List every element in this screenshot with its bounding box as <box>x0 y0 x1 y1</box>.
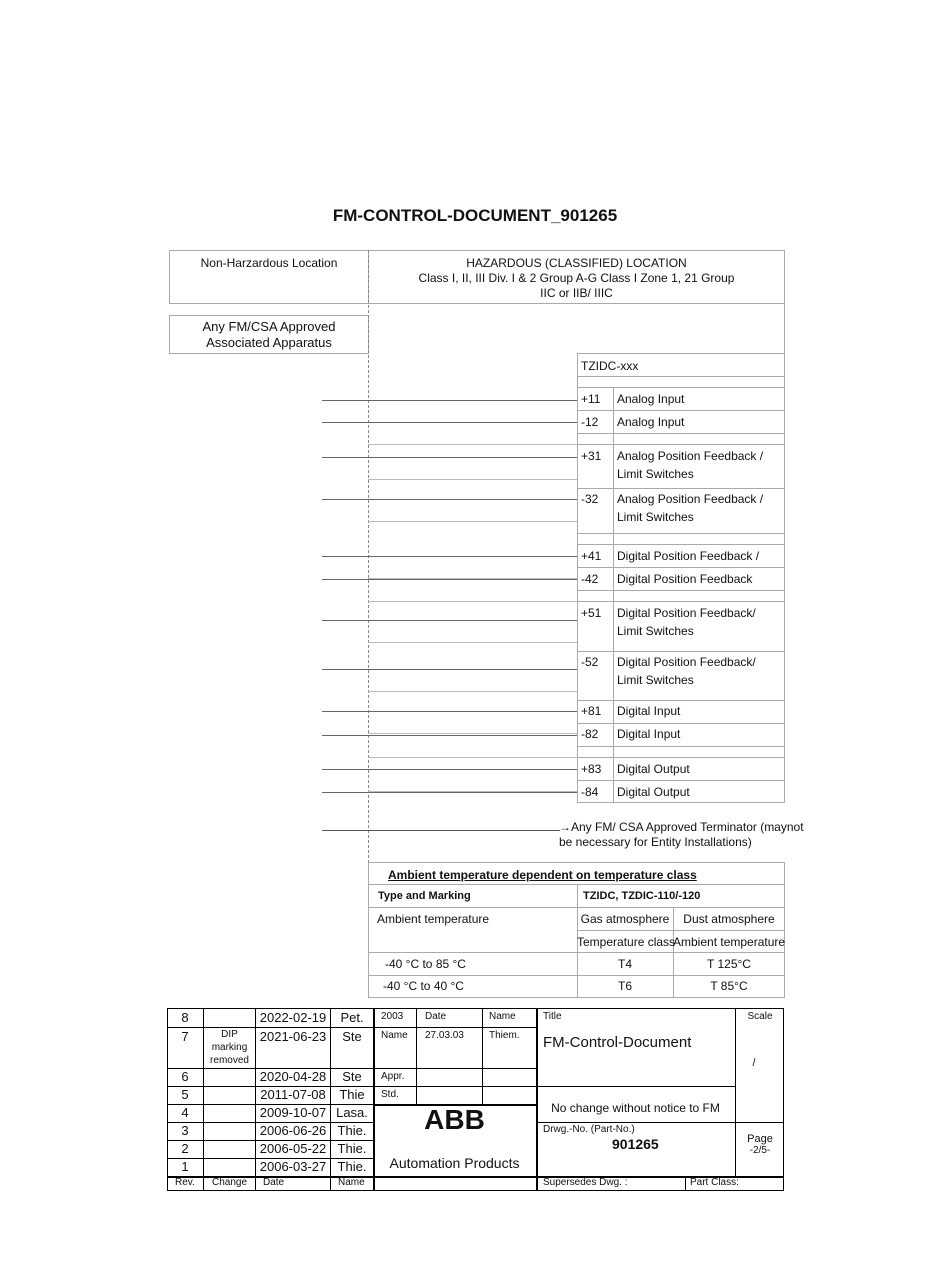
revision-name: Thie. <box>337 1159 367 1174</box>
part-class-label: Part Class: <box>690 1177 739 1188</box>
name-label: Name <box>489 1011 516 1022</box>
wire <box>322 669 577 670</box>
terminal-desc: Limit Switches <box>617 467 694 481</box>
ambient-temp-header: Ambient temperature <box>673 935 786 949</box>
terminal-num: -42 <box>581 572 599 586</box>
name-row-date: 27.03.03 <box>425 1030 464 1041</box>
terminal-row-divider <box>577 780 785 781</box>
gas-atmosphere: Gas atmosphere <box>580 912 670 926</box>
terminal-row-divider <box>577 757 785 758</box>
non-hazardous-label: Non-Harzardous Location <box>200 256 338 270</box>
ambient-col1-header: Type and Marking <box>378 890 471 902</box>
revision-name: Ste <box>342 1029 362 1044</box>
terminator-note-text: Any FM/ CSA Approved Terminator (maynot <box>571 820 804 834</box>
tb-line <box>536 1122 784 1123</box>
ambient-heading: Ambient temperature dependent on temperature class <box>388 868 697 882</box>
terminal-row-divider <box>577 567 785 568</box>
ambient-tclass: T4 <box>617 957 632 971</box>
company-name: Automation Products <box>389 1155 520 1171</box>
date-header: Date <box>263 1177 285 1188</box>
wire-hazardous-segment <box>368 479 577 480</box>
page-label: Page <box>747 1133 773 1145</box>
abb-logo: ABB <box>424 1104 485 1135</box>
revision-name: Thie. <box>337 1141 367 1156</box>
revision-name: Thie. <box>337 1123 367 1138</box>
temperature-class-header: Temperature class <box>577 935 676 949</box>
revision-number: 8 <box>181 1010 189 1025</box>
scale-value: / <box>752 1057 756 1069</box>
wire <box>322 556 577 557</box>
terminal-desc: Digital Output <box>617 762 690 776</box>
device-divider <box>577 376 785 377</box>
terminal-row-divider <box>577 533 785 534</box>
terminal-row-divider <box>577 387 785 388</box>
tb-line <box>536 1008 538 1191</box>
tb-line <box>416 1008 417 1104</box>
terminal-num: +51 <box>581 606 602 620</box>
wire-hazardous-segment <box>368 691 577 692</box>
tb-line <box>482 1008 483 1104</box>
ambient-range: -40 °C to 40 °C <box>383 979 464 993</box>
terminal-num: +83 <box>581 762 602 776</box>
wire <box>322 400 577 401</box>
notice: No change without notice to FM <box>551 1101 720 1115</box>
terminal-desc: Digital Input <box>617 727 681 741</box>
change-note: marking <box>211 1042 248 1053</box>
terminal-row-divider <box>577 700 785 701</box>
arrow-icon: → <box>559 820 571 834</box>
document-title: FM-CONTROL-DOCUMENT_901265 <box>332 206 618 225</box>
wire-hazardous-segment <box>368 642 577 643</box>
terminal-num: -52 <box>581 655 599 669</box>
terminal-num: +81 <box>581 704 602 718</box>
terminal-num: -32 <box>581 492 599 506</box>
terminal-desc: Digital Position Feedback/ <box>617 655 756 669</box>
hazardous-area-right-edge <box>784 304 785 354</box>
name-row-name: Thiem. <box>489 1030 520 1041</box>
wire <box>322 711 577 712</box>
hazardous-line3: IIC or IIB/ IIIC <box>540 286 613 300</box>
wire-hazardous-segment <box>368 521 577 522</box>
terminal-num: +31 <box>581 449 602 463</box>
revision-number: 3 <box>181 1123 189 1138</box>
revision-name: Ste <box>342 1069 362 1084</box>
revision-number: 6 <box>181 1069 189 1084</box>
hazardous-line2: Class I, II, III Div. I & 2 Group A-G Class I Zone 1, 21 Group <box>418 271 735 285</box>
terminal-row-divider <box>577 601 785 602</box>
tb-line <box>373 1068 536 1069</box>
revision-number: 1 <box>181 1159 189 1174</box>
dust-atmosphere: Dust atmosphere <box>683 912 775 926</box>
tb-line <box>373 1027 536 1028</box>
ambient-range: -40 °C to 85 °C <box>385 957 466 971</box>
terminal-row-divider <box>577 723 785 724</box>
terminal-num: +11 <box>581 392 601 406</box>
terminal-row-divider <box>577 544 785 545</box>
ambient-dust: T 125°C <box>707 957 751 971</box>
revision-number: 4 <box>181 1105 189 1120</box>
terminal-row-divider <box>577 488 785 489</box>
terminal-num: +41 <box>581 549 602 563</box>
revision-date: 2020-04-28 <box>259 1069 327 1084</box>
revision-number: 5 <box>181 1087 189 1102</box>
terminal-desc: Digital Position Feedback/ <box>617 606 756 620</box>
terminal-desc: Limit Switches <box>617 624 694 638</box>
wire <box>322 499 577 500</box>
ambient-divider <box>368 952 785 953</box>
wire <box>322 457 577 458</box>
terminal-desc: Analog Position Feedback / <box>617 449 764 463</box>
apparatus-line2: Associated Apparatus <box>206 335 332 350</box>
revision-date: 2006-05-22 <box>259 1141 327 1156</box>
terminal-desc: Limit Switches <box>617 673 694 687</box>
drwg-label: Drwg.-No. (Part-No.) <box>543 1124 635 1135</box>
scale-label: Scale <box>747 1011 773 1022</box>
terminator-note-line2: be necessary for Entity Installations) <box>559 835 752 849</box>
hazardous-line1: HAZARDOUS (CLASSIFIED) LOCATION <box>466 256 687 270</box>
terminal-num: -12 <box>581 415 599 429</box>
ambient-col2-header: TZIDC, TZDIC-110/-120 <box>583 890 701 902</box>
revision-date: 2011-07-08 <box>260 1087 326 1102</box>
terminal-num: -82 <box>581 727 599 741</box>
terminator-note-line1 <box>559 820 804 834</box>
name-row-label: Name <box>381 1030 408 1041</box>
ambient-dust: T 85°C <box>710 979 748 993</box>
terminal-row-divider <box>577 590 785 591</box>
wire-hazardous-segment <box>368 601 577 602</box>
apparatus-line1: Any FM/CSA Approved <box>202 319 336 334</box>
terminal-row-divider <box>577 651 785 652</box>
ambient-divider <box>577 930 785 931</box>
terminal-desc: Digital Input <box>617 704 681 718</box>
wire-hazardous-segment <box>368 444 577 445</box>
drawing-title: FM-Control-Document <box>543 1034 692 1051</box>
wire-hazardous-segment <box>368 757 577 758</box>
wire-hazardous-segment <box>368 733 577 734</box>
terminal-row-divider <box>577 410 785 411</box>
revision-date: 2022-02-19 <box>259 1010 327 1025</box>
terminal-desc: Analog Input <box>617 392 685 406</box>
tb-line <box>373 1086 536 1087</box>
revision-name: Thie <box>339 1087 365 1102</box>
revision-date: 2021-06-23 <box>259 1029 327 1044</box>
terminal-desc: Digital Position Feedback / <box>617 549 760 563</box>
supersedes-label: Supersedes Dwg. : <box>543 1177 628 1188</box>
year: 2003 <box>381 1011 404 1022</box>
ambient-tclass: T6 <box>617 979 632 993</box>
terminator-wire <box>322 830 560 831</box>
wire <box>322 620 577 621</box>
terminal-number-divider <box>613 387 614 803</box>
terminal-desc: Analog Position Feedback / <box>617 492 764 506</box>
terminal-desc: Digital Position Feedback <box>617 572 753 586</box>
revision-date: 2006-06-26 <box>259 1123 327 1138</box>
revision-date: 2009-10-07 <box>259 1105 327 1120</box>
rev-header: Rev. <box>175 1177 195 1188</box>
terminal-desc: Limit Switches <box>617 510 694 524</box>
page-value: -2/5- <box>749 1145 771 1156</box>
tb-line <box>536 1086 735 1087</box>
terminal-num: -84 <box>581 785 599 799</box>
terminal-row-divider <box>577 433 785 434</box>
revision-name: Lasa. <box>336 1105 368 1120</box>
wire <box>322 769 577 770</box>
terminal-row-divider <box>577 444 785 445</box>
name-header: Name <box>338 1177 365 1188</box>
tb-line <box>167 1027 373 1028</box>
revision-name: Pet. <box>340 1010 364 1025</box>
wire <box>322 422 577 423</box>
drwg-number: 901265 <box>612 1136 659 1152</box>
tb-line <box>685 1176 686 1191</box>
device-name: TZIDC-xxx <box>581 359 639 373</box>
revision-number: 2 <box>181 1141 189 1156</box>
change-note: DIP <box>221 1029 238 1040</box>
wire <box>322 579 577 580</box>
change-note: removed <box>210 1055 249 1066</box>
ambient-label: Ambient temperature <box>377 912 490 926</box>
ambient-divider <box>368 975 785 976</box>
terminal-desc: Analog Input <box>617 415 685 429</box>
wire <box>322 792 577 793</box>
title-label: Title <box>543 1011 562 1022</box>
date-label: Date <box>425 1011 447 1022</box>
revision-number: 7 <box>181 1029 189 1044</box>
terminal-row-divider <box>577 746 785 747</box>
std-label: Std. <box>381 1089 399 1100</box>
wire <box>322 735 577 736</box>
appr-label: Appr. <box>381 1071 405 1082</box>
terminal-desc: Digital Output <box>617 785 690 799</box>
revision-date: 2006-03-27 <box>259 1159 327 1174</box>
change-header: Change <box>212 1177 248 1188</box>
